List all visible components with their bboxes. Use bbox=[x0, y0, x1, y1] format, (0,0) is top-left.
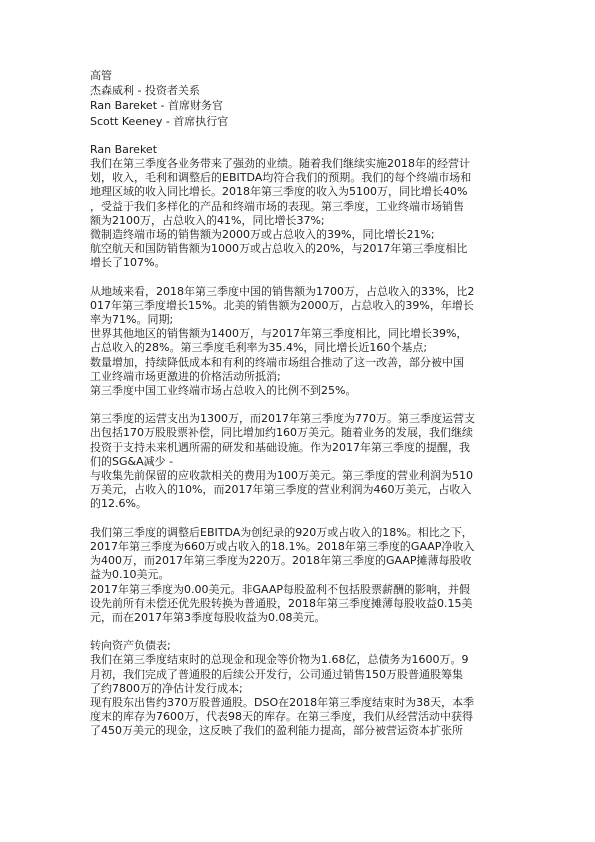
executive-name: Scott Keeney - 首席执行官 bbox=[90, 114, 229, 128]
text-line: ，受益于我们多样化的产品和终端市场的表现。第三季度，工业终端市场销售 bbox=[90, 199, 464, 213]
text-line: 我们第三季度的调整后EBITDA为创纪录的920万或占收入的18%。相比之下， bbox=[90, 525, 473, 539]
text-line: 了450万美元的现金，这反映了我们的盈利能力提高，部分被营运资本扩张所 bbox=[90, 724, 463, 738]
text-line: 现有股东出售约370万股普通股。DSO在2018年第三季度结束时为38天，本季 bbox=[90, 695, 475, 709]
paragraph-cfo-intro bbox=[90, 143, 507, 271]
text-line: 转向资产负债表; bbox=[90, 639, 171, 653]
text-line: 世界其他地区的销售额为1400万，与2017年第三季度相比，同比增长39%， bbox=[90, 327, 468, 341]
text-line: 度末的库存为7600万，代表98天的库存。在第三季度，我们从经营活动中获得 bbox=[90, 710, 473, 724]
executive-name: 杰森威利 - 投资者关系 bbox=[90, 84, 200, 98]
text-line: 益为0.10美元。 bbox=[90, 568, 170, 582]
text-line: 与收集先前保留的应收款相关的费用为100万美元。第三季度的营业利润为510 bbox=[90, 469, 473, 483]
text-line: 万美元，占收入的10%，而2017年第三季度的营业利润为460万美元，占收入 bbox=[90, 483, 472, 497]
text-line: 额为2100万，占总收入的41%，同比增长37%; bbox=[90, 213, 325, 227]
executives-heading: 高管 bbox=[90, 69, 112, 82]
text-line: 航空航天和国防销售额为1000万或占总收入的20%，与2017年第三季度相比 bbox=[90, 242, 468, 256]
text-line: 地理区域的收入同比增长。2018年第三季度的收入为5100万，同比增长40% bbox=[90, 185, 468, 199]
text-line: 从地域来看，2018年第三季度中国的销售额为1700万，占总收入的33%，比2 bbox=[90, 284, 475, 298]
text-line: 我们在第三季度结束时的总现金和现金等价物为1.68亿，总债务为1600万。9 bbox=[90, 653, 469, 667]
paragraph-ebitda bbox=[90, 526, 507, 625]
text-line: 的12.6%。 bbox=[90, 497, 147, 511]
text-line: 工业终端市场更激进的价格活动所抵消; bbox=[90, 369, 281, 383]
text-line: 率为71%。同期; bbox=[90, 313, 174, 327]
text-line: 数量增加，持续降低成本和有利的终端市场组合推动了这一改善，部分被中国 bbox=[90, 355, 464, 369]
paragraph-balance-sheet bbox=[90, 639, 507, 738]
text-line: 占总收入的28%。第三季度毛利率为35.4%，同比增长近160个基点; bbox=[90, 341, 428, 355]
executive-name: Ran Bareket - 首席财务官 bbox=[90, 99, 223, 113]
text-line: 月初，我们完成了普通股的后续公开发行，公司通过销售150万股普通股筹集 bbox=[90, 667, 463, 681]
text-line: 第三季度中国工业终端市场占总收入的比例不到25%。 bbox=[90, 384, 357, 398]
text-line: 了约7800万的净估计发行成本; bbox=[90, 681, 243, 695]
text-line: 017年第三季度增长15%。北美的销售额为2000万，占总收入的39%，年增长 bbox=[90, 298, 474, 312]
text-line: 第三季度的运营支出为1300万，而2017年第三季度为770万。第三季度运营支 bbox=[90, 412, 475, 426]
text-line: 微制造终端市场的销售额为2000万或占总收入的39%，同比增长21%; bbox=[90, 228, 435, 242]
text-line: 2017年第三季度为0.00美元。非GAAP每股盈利不包括股票薪酬的影响，并假 bbox=[90, 582, 470, 596]
text-line: 出包括170万股股票补偿，同比增加约160万美元。随着业务的发展，我们继续 bbox=[90, 426, 473, 440]
text-line: 设先前所有未偿还优先股转换为普通股，2018年第三季度摊薄每股收益0.15美 bbox=[90, 596, 473, 610]
text-line: 投资于支持未来机遇所需的研发和基础设施。作为2017年第三季度的提醒，我 bbox=[90, 440, 470, 454]
text-line: 增长了107%。 bbox=[90, 256, 166, 270]
text-line: 2017年第三季度为660万或占收入的18.1%。2018年第三季度的GAAP净收入 bbox=[90, 539, 475, 553]
paragraph-geography bbox=[90, 285, 507, 399]
text-line: 们的SG&A减少 - bbox=[90, 454, 174, 468]
speaker-name: Ran Bareket bbox=[90, 142, 158, 156]
paragraph-operating-expenses bbox=[90, 412, 507, 511]
text-line: 元，而在2017年第3季度每股收益为0.08美元。 bbox=[90, 610, 326, 624]
text-line: 为400万，而2017年第三季度为220万。2018年第三季度的GAAP摊薄每股收 bbox=[90, 554, 472, 568]
executives-section bbox=[90, 68, 507, 129]
text-line: 划，收入，毛利和调整后的EBITDA均符合我们的预期。我们的每个终端市场和 bbox=[90, 171, 472, 185]
text-line: 我们在第三季度各业务带来了强劲的业绩。随着我们继续实施2018年的经营计 bbox=[90, 157, 470, 171]
